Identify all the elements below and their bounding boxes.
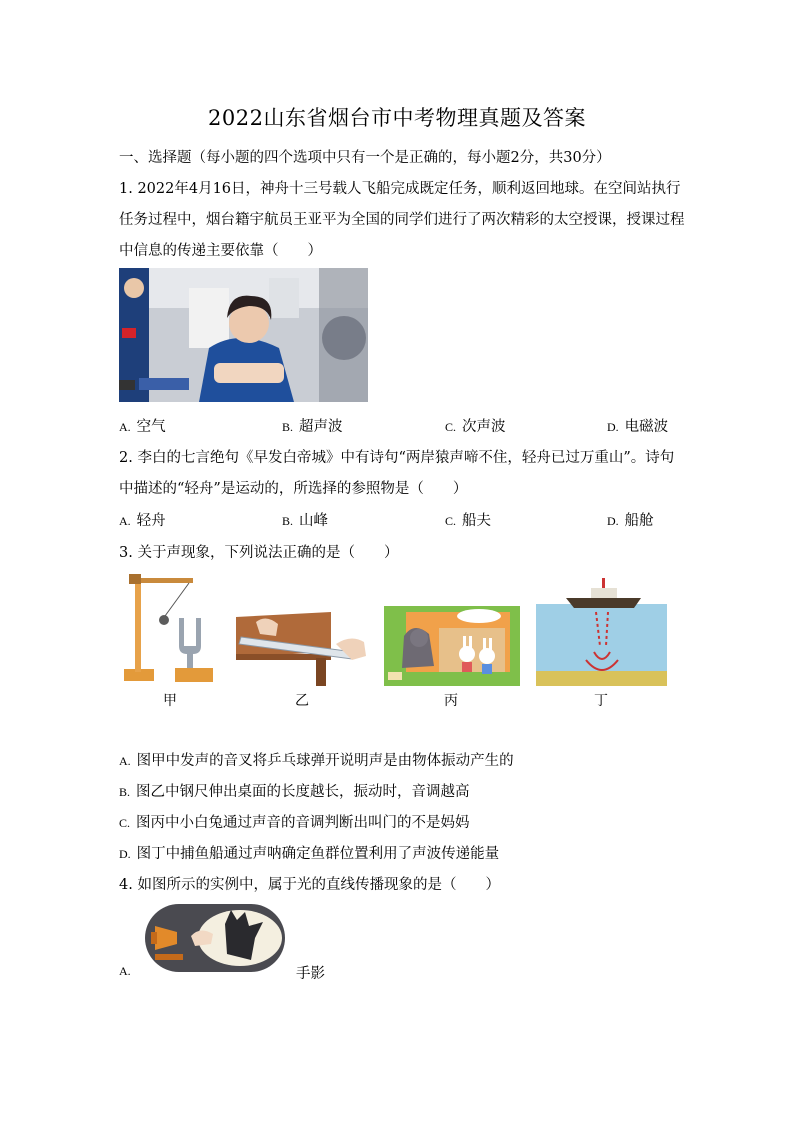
q3-option-b[interactable] [119, 780, 470, 801]
figure-caption-jia: 甲 [163, 693, 177, 709]
q3-option-d-text: 图丁中捕鱼船通过声呐确定鱼群位置利用了声波传递能量 [136, 846, 500, 862]
q2-option-a-key: A. [119, 514, 131, 528]
q1-option-a-text: 空气 [136, 419, 166, 435]
q2-option-c-key: C. [445, 514, 457, 528]
sonar-boat-figure [536, 576, 667, 686]
q1-option-c-key: C. [445, 420, 457, 434]
q1-line-3: 中信息的传递主要依靠（ ） [119, 243, 322, 259]
q1-option-d[interactable] [607, 415, 668, 436]
q2-option-d-key: D. [607, 514, 619, 528]
q2-option-d[interactable] [607, 509, 654, 530]
q1-option-a-key: A. [119, 420, 131, 434]
q1-option-d-key: D. [607, 420, 619, 434]
figure-caption-ding: 丁 [594, 693, 608, 709]
q3-option-c[interactable] [119, 811, 470, 832]
q1-option-c-text: 次声波 [462, 419, 506, 435]
q3-option-d[interactable] [119, 842, 499, 863]
q4-option-a-key: A. [119, 964, 131, 978]
q1-option-a[interactable] [119, 415, 166, 436]
q3-stem: 3. 关于声现象，下列说法正确的是（ ） [119, 545, 399, 561]
q4-option-a-text: 手影 [296, 966, 325, 982]
q3-option-d-key: D. [119, 847, 131, 861]
q2-line-2: 中描述的“轻舟”是运动的，所选择的参照物是（ ） [119, 481, 468, 497]
q1-option-d-text: 电磁波 [624, 419, 669, 435]
ruler-table-figure [236, 612, 371, 686]
q3-option-a[interactable] [119, 749, 514, 770]
q1-option-b-key: B. [282, 420, 294, 434]
q1-line-2: 任务过程中，烟台籍宇航员王亚平为全国的同学们进行了两次精彩的太空授课，授课过程 [119, 212, 685, 228]
q3-option-b-key: B. [119, 785, 131, 799]
figure-caption-yi: 乙 [295, 693, 309, 709]
q2-line-1: 2. 李白的七言绝句《早发白帝城》中有诗句“两岸猿声啼不住，轻舟已过万重山”。诗句 [119, 450, 675, 466]
q2-option-a-text: 轻舟 [136, 513, 166, 529]
q4-option-a[interactable] [119, 963, 137, 979]
cartoon-rabbits-figure [384, 606, 520, 686]
tuning-fork-figure [121, 574, 216, 686]
q4-stem: 4. 如图所示的实例中，属于光的直线传播现象的是（ ） [119, 877, 500, 893]
q1-option-b[interactable] [282, 415, 343, 436]
q2-option-b[interactable] [282, 509, 328, 530]
q2-option-b-key: B. [282, 514, 294, 528]
q3-option-b-text: 图乙中钢尺伸出桌面的长度越长，振动时，音调越高 [136, 784, 470, 800]
q3-option-a-text: 图甲中发声的音叉将乒乓球弹开说明声是由物体振动产生的 [136, 753, 514, 769]
space-lecture-photo [119, 268, 368, 402]
q1-option-b-text: 超声波 [299, 419, 343, 435]
figure-caption-bing: 丙 [444, 693, 458, 709]
hand-shadow-figure [145, 904, 285, 972]
q3-option-c-text: 图丙中小白兔通过声音的音调判断出叫门的不是妈妈 [136, 815, 470, 831]
q3-option-a-key: A. [119, 754, 131, 768]
q1-line-1: 1. 2022年4月16日，神舟十三号载人飞船完成既定任务，顺利返回地球。在空间站执行 [119, 181, 681, 197]
page-title: 2022山东省烟台市中考物理真题及答案 [208, 106, 586, 130]
q2-option-c-text: 船夫 [462, 513, 492, 529]
q2-option-b-text: 山峰 [299, 513, 329, 529]
q2-option-d-text: 船舱 [624, 513, 654, 529]
q2-option-a[interactable] [119, 509, 166, 530]
section-heading: 一、选择题（每小题的四个选项中只有一个是正确的，每小题2分，共30分） [119, 150, 611, 166]
q1-option-c[interactable] [445, 415, 506, 436]
q2-option-c[interactable] [445, 509, 491, 530]
q3-option-c-key: C. [119, 816, 131, 830]
